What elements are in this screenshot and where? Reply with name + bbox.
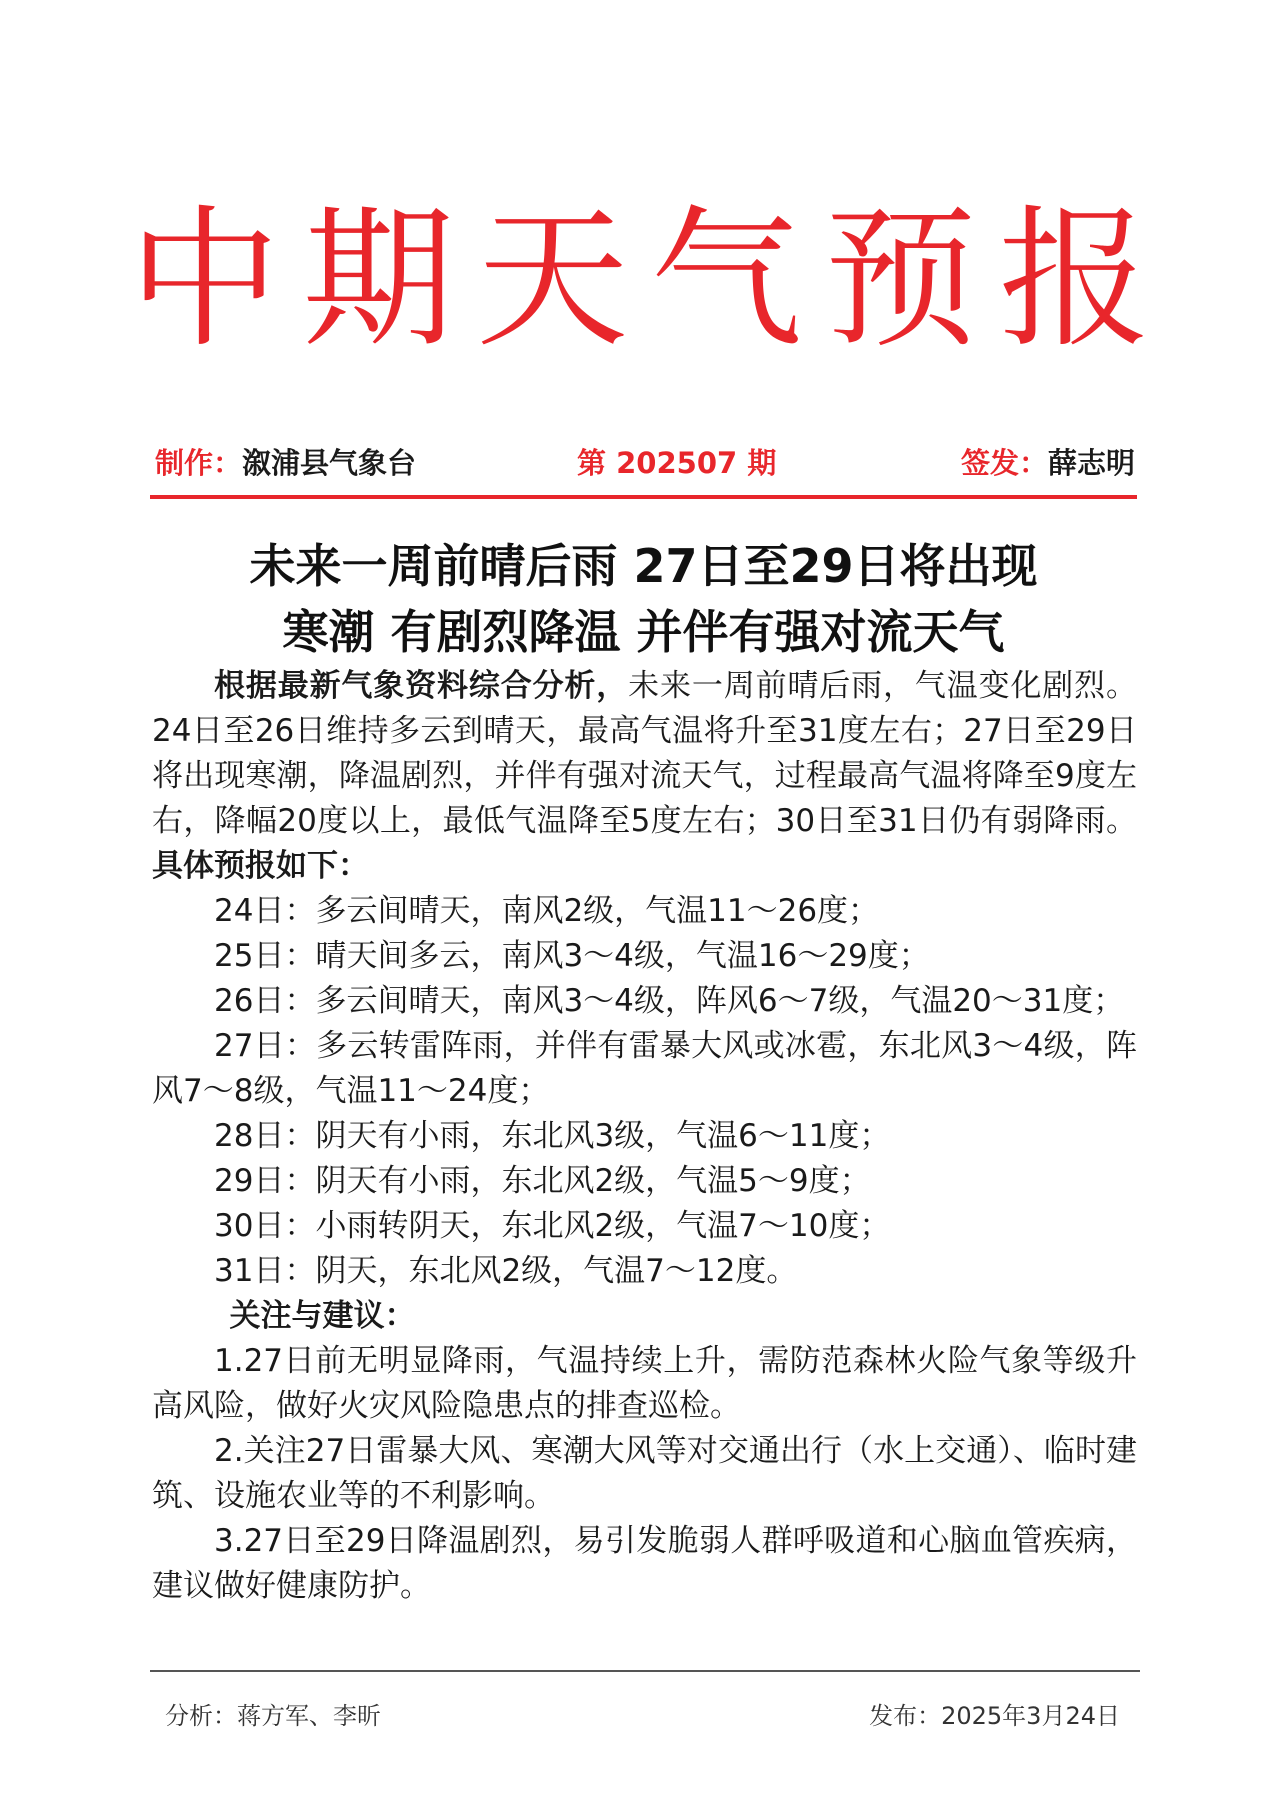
advice-heading: 关注与建议： [229, 1298, 416, 1334]
producer-label: 制作： [155, 446, 243, 480]
forecast-day-30: 30日：小雨转阴天，东北风2级，气温7～10度； [214, 1208, 891, 1244]
advice-item-2: 2.关注27日雷暴大风、寒潮大风等对交通出行（水上交通）、临时建筑、设施农业等的不利影响。 [152, 1433, 1137, 1514]
header-divider [150, 495, 1137, 499]
advice-item-3: 3.27日至29日降温剧烈，易引发脆弱人群呼吸道和心脑血管疾病，建议做好健康防护。 [152, 1523, 1137, 1604]
forecast-day-29: 29日：阴天有小雨，东北风2级，气温5～9度； [214, 1163, 871, 1199]
publish-date: 发布：2025年3月24日 [869, 1702, 1120, 1730]
forecast-body [152, 664, 1137, 1609]
advice-item-1: 1.27日前无明显降雨，气温持续上升，需防范森林火险气象等级升高风险，做好火灾风险隐患点的排查巡检。 [152, 1343, 1137, 1424]
signer-value: 薛志明 [1047, 446, 1135, 480]
headline [150, 533, 1137, 665]
forecast-day-26: 26日：多云间晴天，南风3～4级，阵风6～7级，气温20～31度； [214, 983, 1125, 1019]
headline-line-1: 未来一周前晴后雨 27日至29日将出现 [249, 539, 1038, 593]
summary-text: 未来一周前晴后雨，气温变化剧烈。24日至26日维持多云到晴天，最高气温将升至31度左右；27日至29日将出现寒潮，降温剧烈，并伴有强对流天气，过程最高气温将降至9度左右，降幅20度以上，最低气温降至5度左右；30日至31日仍有弱降雨。 [152, 668, 1138, 839]
producer [155, 440, 416, 486]
issue-prefix: 第 [577, 446, 607, 480]
issue-number [577, 440, 776, 486]
summary-tail: 具体预报如下： [152, 848, 369, 884]
issue-meta-row [155, 440, 1135, 486]
forecast-day-27: 27日：多云转雷阵雨，并伴有雷暴大风或冰雹，东北风3～4级，阵风7～8级，气温11～24度； [152, 1028, 1137, 1109]
issue-suffix: 期 [747, 446, 777, 480]
producer-value: 溆浦县气象台 [242, 446, 417, 480]
forecast-day-24: 24日：多云间晴天，南风2级，气温11～26度； [214, 893, 880, 929]
summary-lead: 根据最新气象资料综合分析， [214, 668, 629, 704]
analysts: 分析：蒋方军、李昕 [165, 1702, 381, 1730]
issue-number-value: 202507 [616, 446, 738, 480]
footer [165, 1698, 1120, 1734]
forecast-day-31: 31日：阴天，东北风2级，气温7～12度。 [214, 1253, 798, 1289]
masthead-title: 中期天气预报 [128, 191, 1173, 368]
summary-paragraph [152, 664, 1137, 889]
headline-line-2: 寒潮 有剧烈降温 并伴有强对流天气 [282, 605, 1005, 659]
footer-divider [150, 1670, 1140, 1672]
signer [961, 440, 1135, 486]
signer-label: 签发： [960, 446, 1048, 480]
forecast-day-25: 25日：晴天间多云，南风3～4级，气温16～29度； [214, 938, 930, 974]
forecast-day-28: 28日：阴天有小雨，东北风3级，气温6～11度； [214, 1118, 891, 1154]
